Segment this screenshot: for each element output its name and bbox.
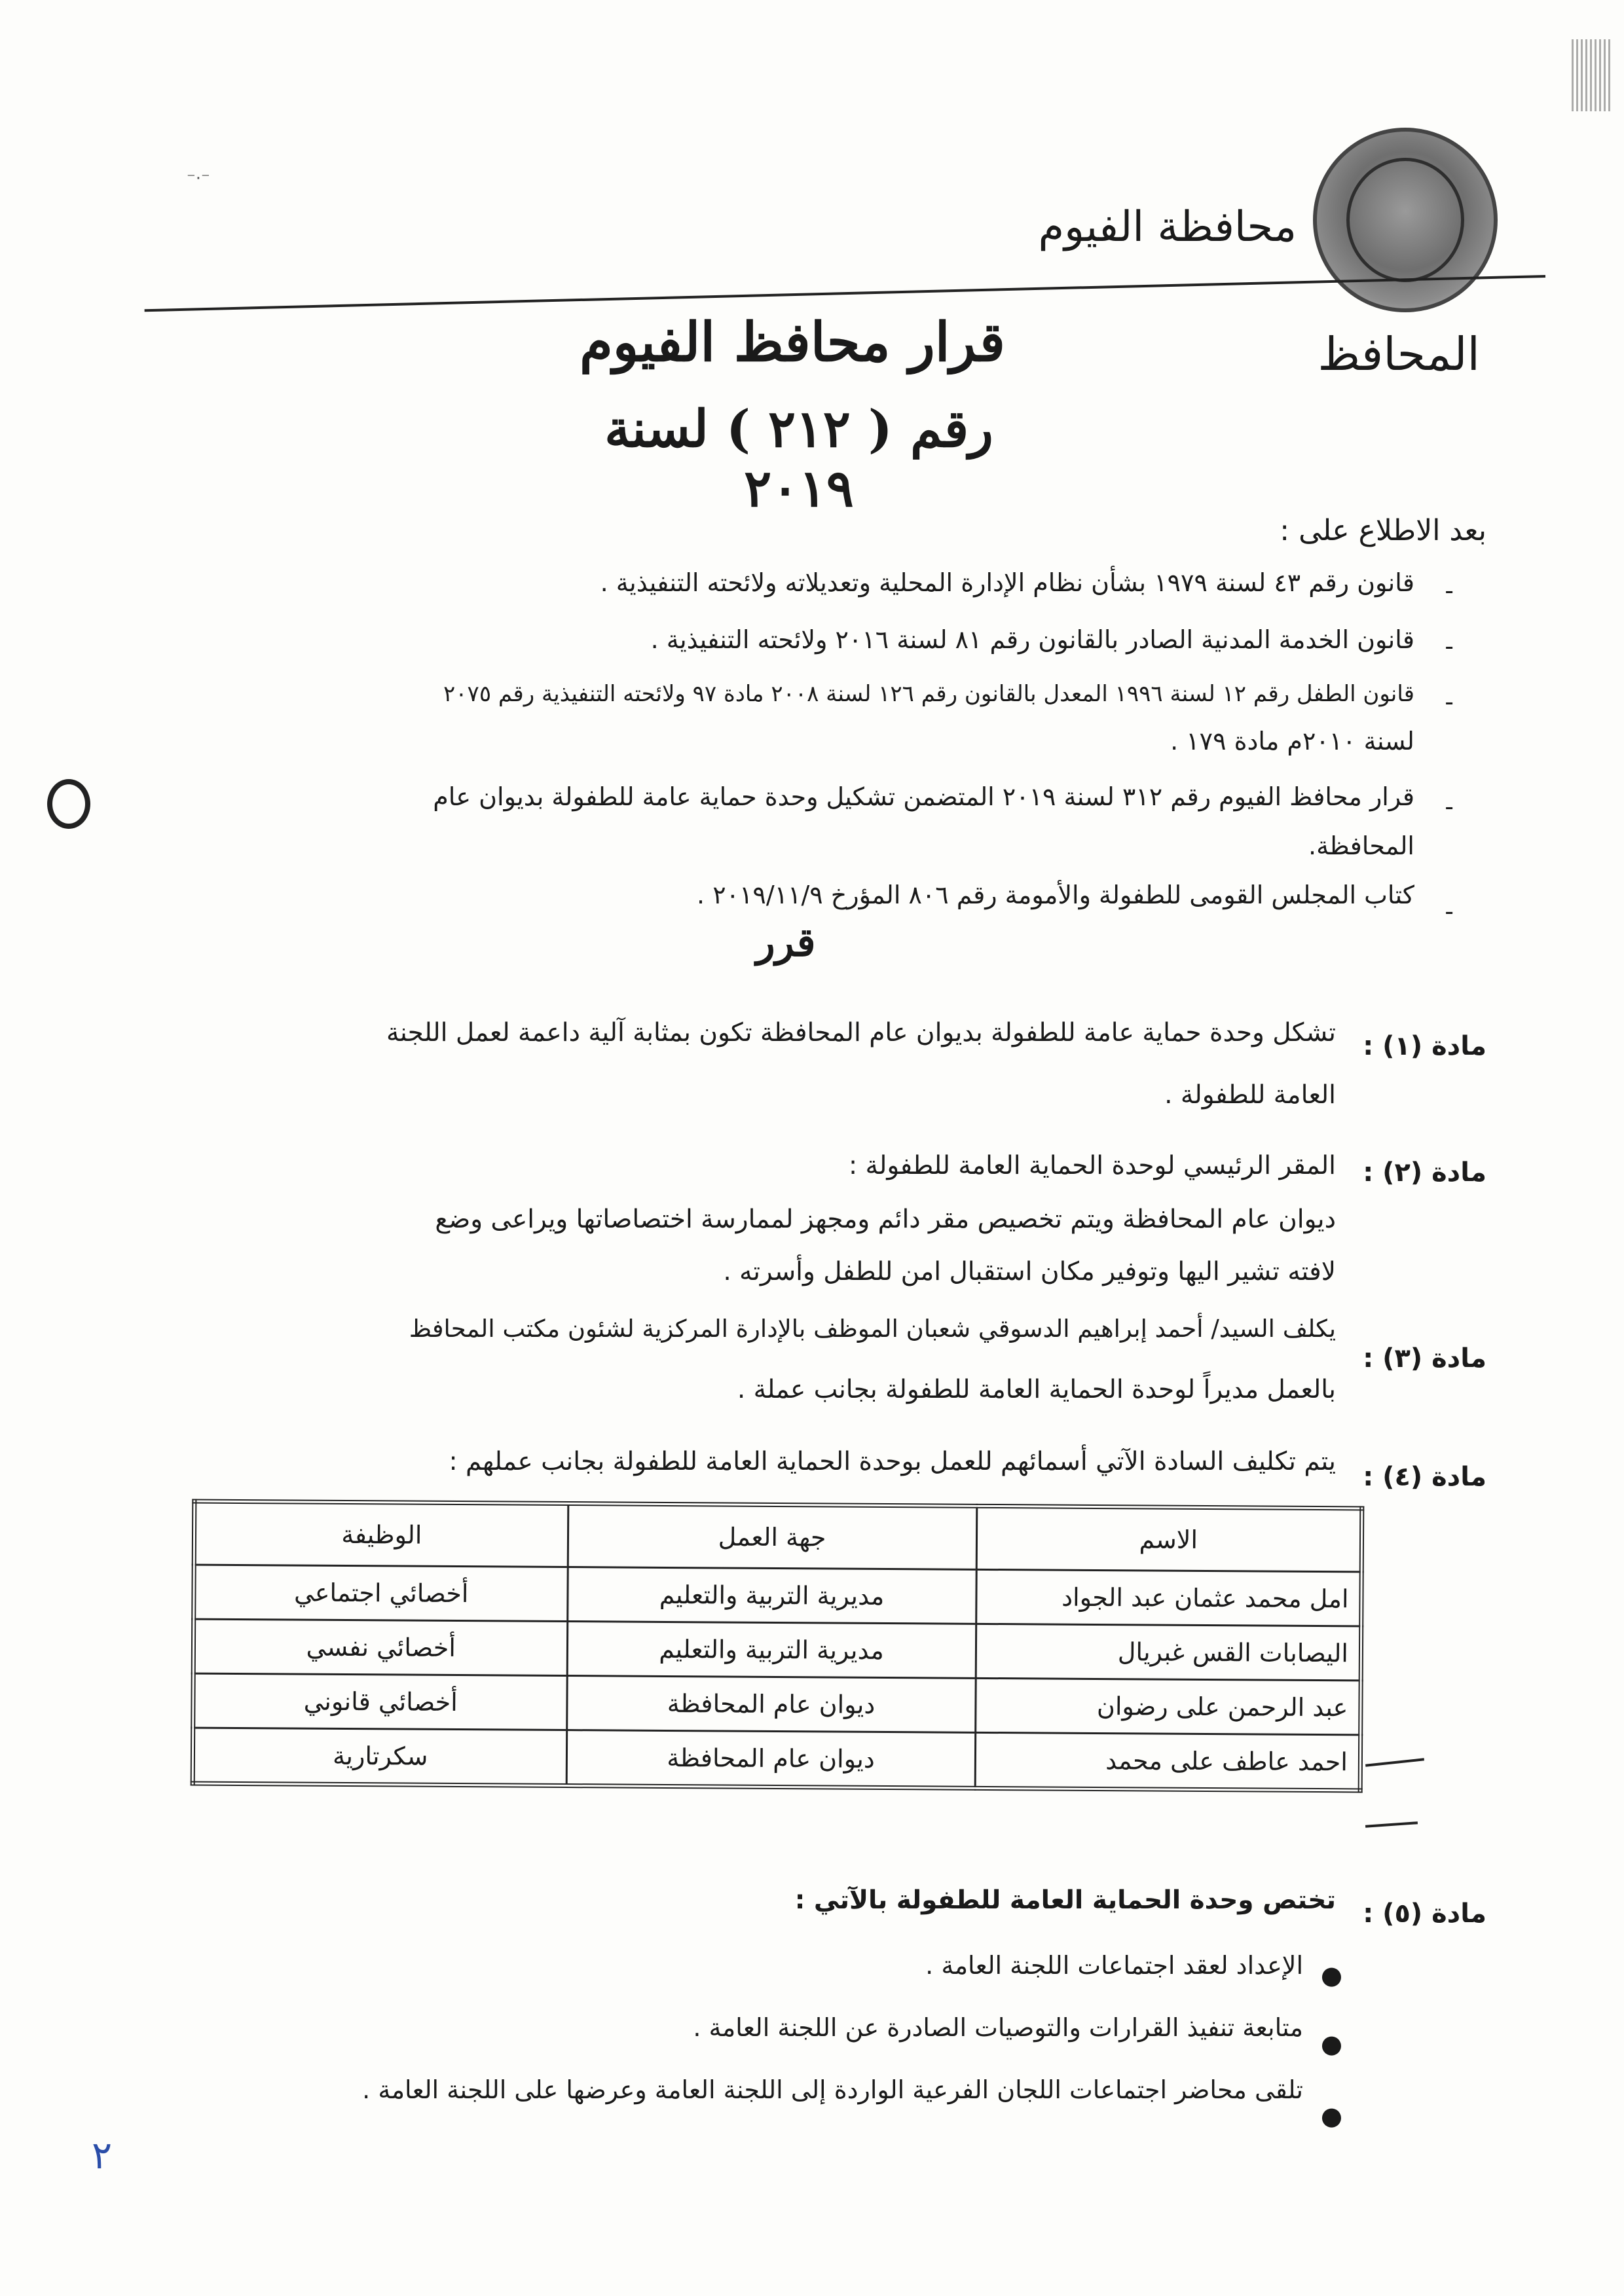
article-2-line: المقر الرئيسي لوحدة الحماية العامة للطفولة : <box>849 1151 1336 1180</box>
bullet-dot-icon: ● <box>1320 2030 1342 2058</box>
cell-workplace: مديرية التربية والتعليم <box>567 1622 976 1679</box>
article-1-label: مادة (١) : <box>1363 1031 1486 1061</box>
article-4-line: يتم تكليف السادة الآتي أسمائهم للعمل بوحدة الحماية العامة للطفولة بجانب عملهم : <box>449 1447 1336 1476</box>
list-dash: - <box>1445 792 1454 821</box>
bullet-dot-icon: ● <box>1320 1961 1342 1990</box>
list-dash: - <box>1445 632 1454 661</box>
decision-heading: قرر <box>756 920 816 966</box>
preamble-item: قانون رقم ٤٣ لسنة ١٩٧٩ بشأن نظام الإدارة المحلية وتعديلاته ولائحته التنفيذية . <box>600 568 1414 597</box>
header-divider <box>145 275 1545 312</box>
office-label: المحافظ <box>1318 327 1480 381</box>
article-1-line: العامة للطفولة . <box>1164 1080 1336 1110</box>
cell-workplace: ديوان عام المحافظة <box>566 1676 976 1733</box>
article-5-text: تختص وحدة الحماية العامة للطفولة بالآتي : <box>794 1886 1336 1915</box>
preamble-item-continuation: لسنة ٢٠١٠م مادة ١٧٩ . <box>1170 727 1414 756</box>
governorate-seal-icon <box>1313 128 1498 312</box>
cell-job: سكرتارية <box>193 1728 566 1785</box>
preamble-item: قانون الخدمة المدنية الصادر بالقانون رقم ٨١ لسنة ٢٠١٦ ولائحته التنفيذية . <box>650 625 1414 654</box>
preamble-item-continuation: المحافظة. <box>1308 831 1414 860</box>
list-dash: - <box>1445 687 1454 716</box>
cell-workplace: مديرية التربية والتعليم <box>567 1567 976 1624</box>
preamble-item: كتاب المجلس القومى للطفولة والأمومة رقم ٨٠٦ المؤرخ ٢٠١٩/١١/٩ . <box>697 881 1414 909</box>
hand-tick-mark <box>1365 1758 1424 1766</box>
cell-name: عبد الرحمن على رضوان <box>975 1678 1361 1735</box>
cell-name: اليصابات القس غبريال <box>976 1624 1361 1681</box>
article-3-line: يكلف السيد/ أحمد إبراهيم الدسوقي شعبان الموظف بالإدارة المركزية لشئون مكتب المحافظ <box>409 1315 1336 1343</box>
article-5-label: مادة (٥) : <box>1363 1899 1486 1929</box>
column-header-workplace: جهة العمل <box>568 1504 977 1570</box>
article-1-line: تشكل وحدة حماية عامة للطفولة بديوان عام المحافظة تكون بمثابة آلية داعمة لعمل اللجنة <box>386 1018 1336 1048</box>
scan-smudge <box>1572 39 1611 111</box>
table-row <box>193 1619 1361 1681</box>
cell-job: أخصائي نفسي <box>193 1619 567 1675</box>
article-2-line: لافته تشير اليها وتوفير مكان استقبال امن للطفل وأسرته . <box>723 1257 1336 1286</box>
decree-title: قرار محافظ الفيوم <box>580 311 1005 374</box>
article-4-label: مادة (٤) : <box>1363 1462 1486 1492</box>
table-row <box>194 1565 1361 1626</box>
preamble-item: قرار محافظ الفيوم رقم ٣١٢ لسنة ٢٠١٩ المتضمن تشكيل وحدة حماية عامة للطفولة بديوان عام <box>433 782 1414 811</box>
list-dash: - <box>1445 576 1454 605</box>
table-row <box>193 1728 1360 1791</box>
bullet-dot-icon: ● <box>1320 2102 1342 2130</box>
cell-name: احمد عاطف على محمد <box>975 1732 1361 1791</box>
article-2-line: ديوان عام المحافظة ويتم تخصيص مقر دائم ومجهز لممارسة اختصاصاتها ويراعى وضع <box>435 1205 1336 1234</box>
cell-name: امل محمد عثمان عبد الجواد <box>976 1569 1361 1626</box>
governorate-name: محافظة الفيوم <box>1038 203 1297 251</box>
preamble-item: قانون الطفل رقم ١٢ لسنة ١٩٩٦ المعدل بالقانون رقم ١٢٦ لسنة ٢٠٠٨ مادة ٩٧ ولائحته التنفيذية رقم ٢٠٧٥ <box>443 681 1414 707</box>
article-5-bullet: الإعداد لعقد اجتماعات اللجنة العامة . <box>925 1951 1303 1980</box>
staff-table <box>191 1499 1365 1793</box>
table-header-row <box>194 1501 1362 1572</box>
preamble-intro: بعد الاطلاع على : <box>1280 514 1486 547</box>
table-row <box>193 1673 1361 1735</box>
margin-mark: ⁻·⁻ <box>187 169 210 189</box>
column-header-job: الوظيفة <box>194 1501 568 1567</box>
margin-circle-mark <box>47 779 90 829</box>
article-5-bullet: متابعة تنفيذ القرارات والتوصيات الصادرة عن اللجنة العامة . <box>693 2013 1303 2042</box>
article-2-label: مادة (٢) : <box>1363 1157 1486 1188</box>
article-5-bullet: تلقى محاضر اجتماعات اللجان الفرعية الواردة إلى اللجنة العامة وعرضها على اللجنة العامة . <box>362 2075 1303 2104</box>
list-dash: - <box>1445 897 1454 926</box>
cell-workplace: ديوان عام المحافظة <box>566 1730 976 1789</box>
article-3-line: بالعمل مديراً لوحدة الحماية العامة للطفولة بجانب عملة . <box>737 1375 1336 1404</box>
cell-job: أخصائي اجتماعي <box>194 1565 568 1621</box>
article-3-label: مادة (٣) : <box>1363 1343 1486 1374</box>
column-header-name: الاسم <box>976 1506 1362 1572</box>
cell-job: أخصائي قانوني <box>193 1673 567 1730</box>
decree-number: رقم ( ٢١٢ ) لسنة ٢٠١٩ <box>604 399 993 519</box>
page-number-mark: ٢ <box>92 2133 113 2178</box>
hand-tick-mark <box>1365 1821 1418 1828</box>
